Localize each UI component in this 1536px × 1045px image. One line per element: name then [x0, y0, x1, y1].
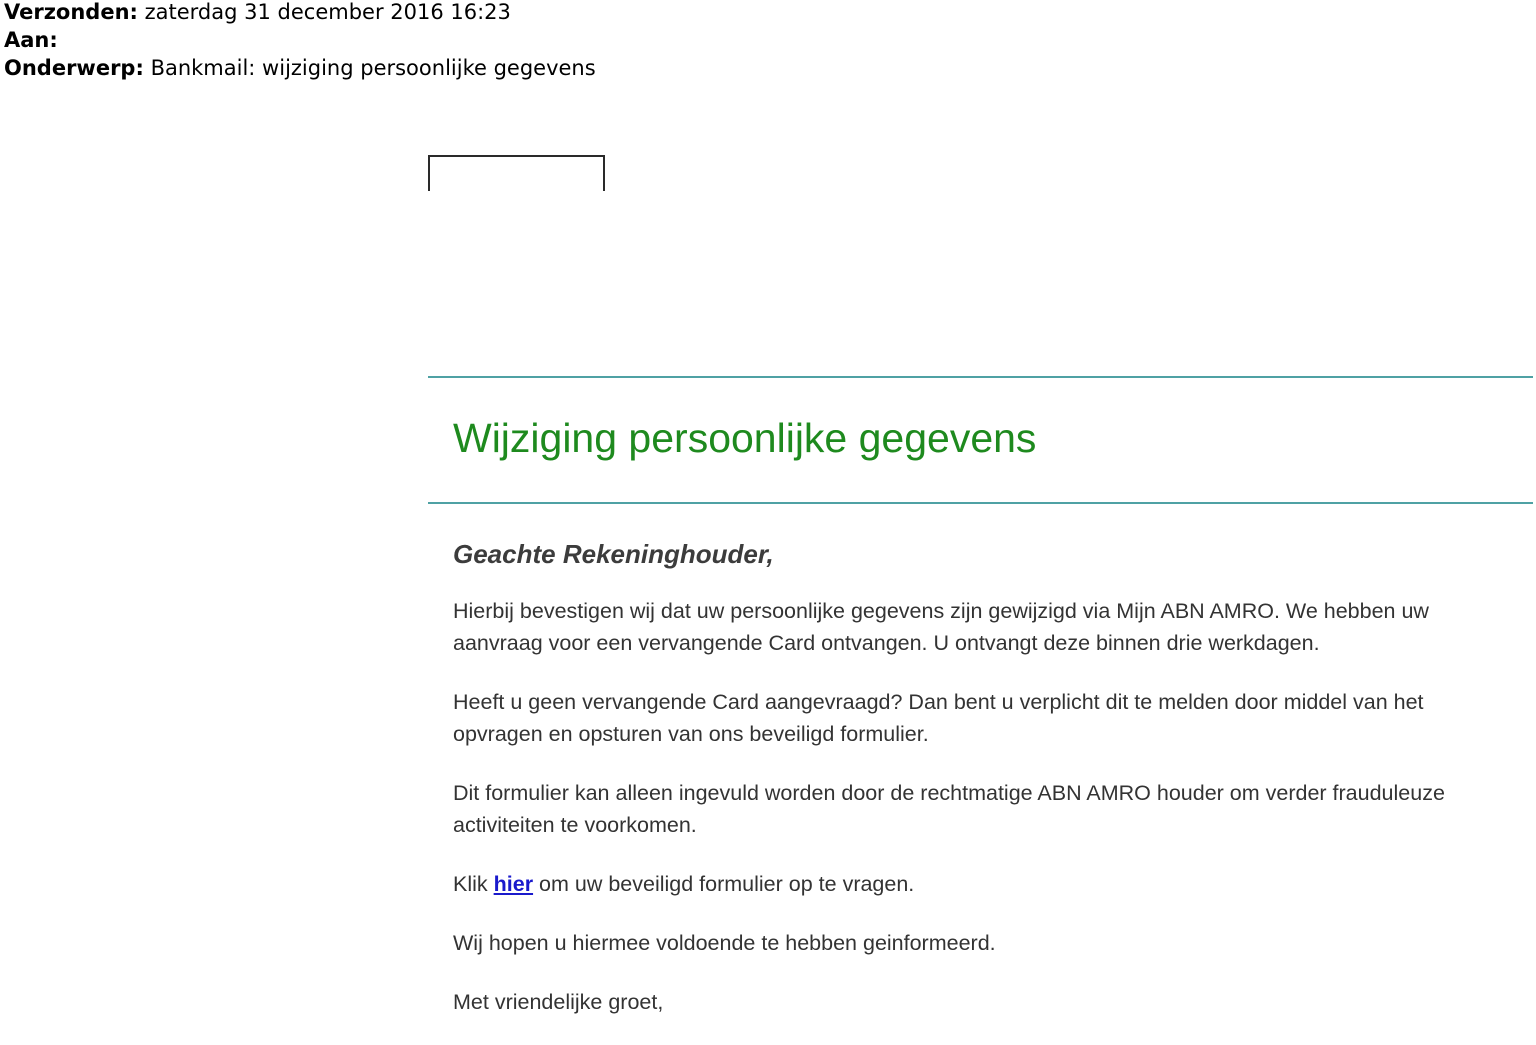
click-suffix: om uw beveiligd formulier op te vragen. [533, 872, 915, 896]
message-title: Wijziging persoonlijke gegevens [453, 415, 1037, 461]
to-row [4, 26, 596, 54]
sent-value: zaterdag 31 december 2016 16:23 [144, 0, 511, 24]
paragraph-informed: Wij hopen u hiermee voldoende te hebben geinformeerd. [453, 931, 996, 955]
subject-row [4, 54, 596, 82]
email-headers [4, 0, 596, 82]
closing: Met vriendelijke groet, [453, 990, 664, 1014]
subject-value: Bankmail: wijziging persoonlijke gegevens [150, 56, 596, 80]
to-label: Aan: [4, 28, 58, 52]
greeting: Geachte Rekeninghouder, [453, 539, 774, 569]
subject-label: Onderwerp: [4, 56, 144, 80]
paragraph-replacement-card: Heeft u geen vervangende Card aangevraagd? Dan bent u verplicht dit te melden door middel van het opvragen en opsturen van ons beveiligd formulier. [453, 690, 1424, 746]
sent-row [4, 0, 596, 26]
form-link[interactable]: hier [493, 872, 534, 896]
click-prefix: Klik [453, 872, 494, 896]
sent-label: Verzonden: [4, 0, 138, 24]
broken-logo-image [428, 155, 605, 191]
divider-top [428, 376, 1533, 378]
paragraph-form-info: Dit formulier kan alleen ingevuld worden door de rechtmatige ABN AMRO houder om verder frauduleuze activiteiten te voorkomen. [453, 781, 1445, 837]
message-body [453, 536, 1513, 1045]
paragraph-confirmation: Hierbij bevestigen wij dat uw persoonlijke gegevens zijn gewijzigd via Mijn ABN AMRO. We hebben uw aanvraag voor een vervangende Card ontvangen. U ontvangt deze binnen drie werkdagen. [453, 599, 1429, 655]
divider-bottom [428, 502, 1533, 504]
paragraph-click-here [453, 868, 1513, 900]
